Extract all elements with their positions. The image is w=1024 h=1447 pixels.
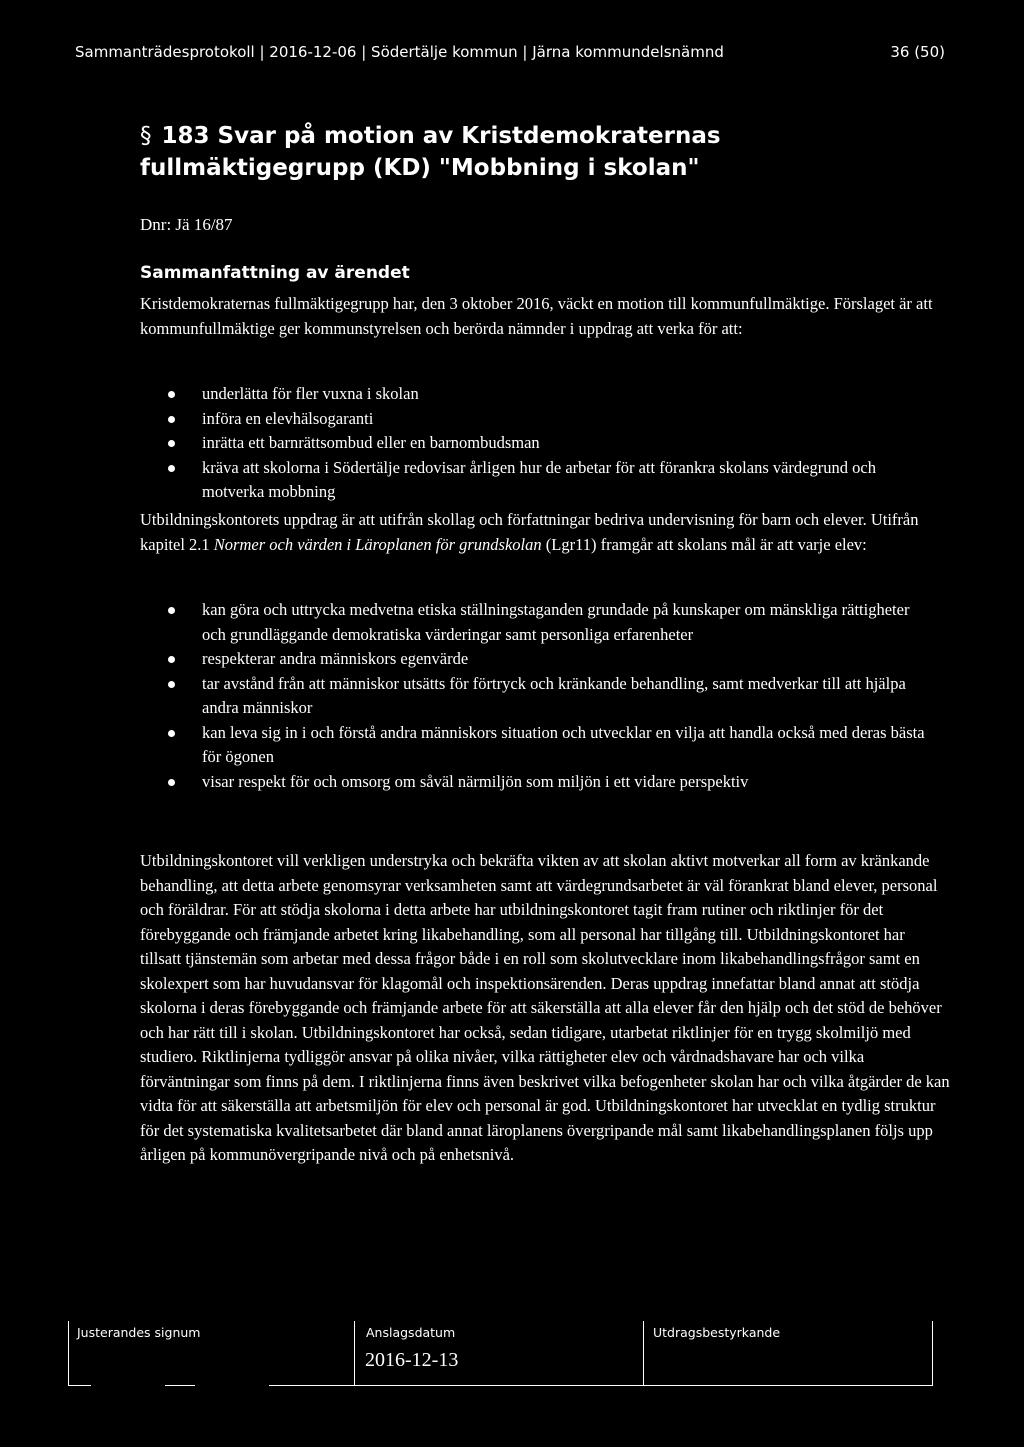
signature-footer [68,1321,933,1386]
bullet-icon [168,607,175,614]
paragraph-motion-intro: Kristdemokraternas fullmäktigegrupp har, den 3 oktober 2016, väckt en motion till kommunfullmäktige. Förslaget är att kommunfullmäktige ger kommunstyrelsen och berörda nämnder i uppdrag att verka för att: [140,294,933,338]
list-item [140,770,930,795]
list-item [140,647,930,672]
page-number: 36 (50) [890,43,945,61]
list-item-text: underlätta för fler vuxna i skolan [202,384,419,403]
list-item [140,407,930,432]
student-goals-list [140,598,930,794]
list-item-text: respekterar andra människors egenvärde [202,649,469,668]
bullet-icon [168,779,175,786]
mission-text-start: Utbildningskontorets uppdrag är att utifrån skollag och författningar bedriva undervisning för barn och elever. Utifrån kapitel 2.1 [140,510,919,554]
list-item-text: införa en elevhälsogaranti [202,408,374,428]
section-sign-icon: § [140,123,152,149]
motion-points-list [140,382,930,505]
paragraph-education-office: Utbildningskontoret vill verkligen understryka och bekräfta vikten av att skolan aktivt motverkar all form av kränkande behandling, att detta arbete genomsyrar verksamheten samt att värdegrundsarbetet är väl förankrat bland elever, personal och föräldrar. För att stödja skolorna i detta arbete har utbildningskontoret tagit fram rutiner och riktlinjer för det förebyggande och främjande arbetet kring likabehandling, som all personal har tillgång till. Utbildningskontoret har tillsatt tjänstemän som arbetar med dessa frågor både i en roll som skolutvecklare inom likabehandlingsfrågor samt en skolexpert som har huvudansvar för klagomål och inspektionsärenden. Deras uppdrag innefattar bland annat att stödja skolorna i deras förebyggande och främjande arbete för att säkerställa att alla elever får den hjälp och det stöd de behöver och har rätt till i skolan. Utbildningskontoret har också, sedan tidigare, utarbetat riktlinjer för en trygg skolmiljö med studiero. Riktlinjerna tydliggör ansvar på olika nivåer, vilka rättigheter elev och vårdnadshavare har och vilka förväntningar som finns på dem. I riktlinjerna finns även beskrivet vilka befogenheter skolan har och vilka åtgärder de kan vidta för att säkerställa att arbetsmiljön för elev och personal är god. Utbildningskontoret har utvecklat en tydlig struktur för det systematiska kvalitetsarbetet där bland annat läroplanens övergripande mål samt likabehandlingsplanen följs upp årligen på kommunövergripande nivå och på enhetsnivå. [140,851,950,1164]
bullet-icon [168,440,175,447]
curriculum-title: Normer och värden i Läroplanen för grundskolan [213,534,542,554]
page-title [140,120,940,184]
bullet-icon [168,465,175,472]
anslag-label: Anslagsdatum [366,1325,456,1340]
bullet-icon [168,416,175,423]
summary-heading: Sammanfattning av ärendet [140,263,410,283]
protocol-header-text: Sammanträdesprotokoll | 2016-12-06 | Södertälje kommun | Järna kommundelsnämnd [75,43,724,61]
signum-label: Justerandes signum [77,1325,201,1340]
list-item [140,598,930,647]
anslag-date: 2016-12-13 [365,1349,459,1371]
list-item-text: visar respekt för och omsorg om såväl närmiljön som miljön i ett vidare perspektiv [202,771,749,791]
list-item [140,431,930,456]
list-item [140,382,930,407]
list-item-text: tar avstånd från att människor utsätts för förtryck och kränkande behandling, samt medverkar till att hjälpa andra människor [202,673,906,717]
title-text: 183 Svar på motion av Kristdemokraternas fullmäktigegrupp (KD) "Mobbning i skolan" [140,123,721,181]
list-item [140,672,930,721]
list-item-text: inrätta ett barnrättsombud eller en barnombudsman [202,433,540,452]
page-header [75,43,945,61]
bullet-icon [168,681,175,688]
footer-divider [354,1321,355,1386]
bullet-icon [168,730,175,737]
footer-line [269,1385,932,1386]
list-item [140,721,930,770]
list-item-text: kräva att skolorna i Södertälje redovisar årligen hur de arbetar för att förankra skolans värdegrund och motverka mobbning [202,457,876,501]
bullet-icon [168,656,175,663]
diary-number: Dnr: Jä 16/87 [140,215,233,234]
list-item-text: kan leva sig in i och förstå andra människors situation och utvecklar en vilja att handla också med deras bästa för ögonen [202,722,925,766]
list-item [140,456,930,505]
utdrag-label: Utdragsbestyrkande [653,1325,781,1340]
bullet-icon [168,391,175,398]
footer-divider [643,1321,644,1386]
footer-line [69,1385,91,1386]
footer-line [165,1385,195,1386]
mission-text-end: (Lgr11) framgår att skolans mål är att varje elev: [541,534,867,554]
paragraph-mission [140,508,950,557]
list-item-text: kan göra och uttrycka medvetna etiska ställningstaganden grundade på kunskaper om mänskliga rättigheter och grundläggande demokratiska värderingar samt personliga erfarenheter [202,600,910,644]
